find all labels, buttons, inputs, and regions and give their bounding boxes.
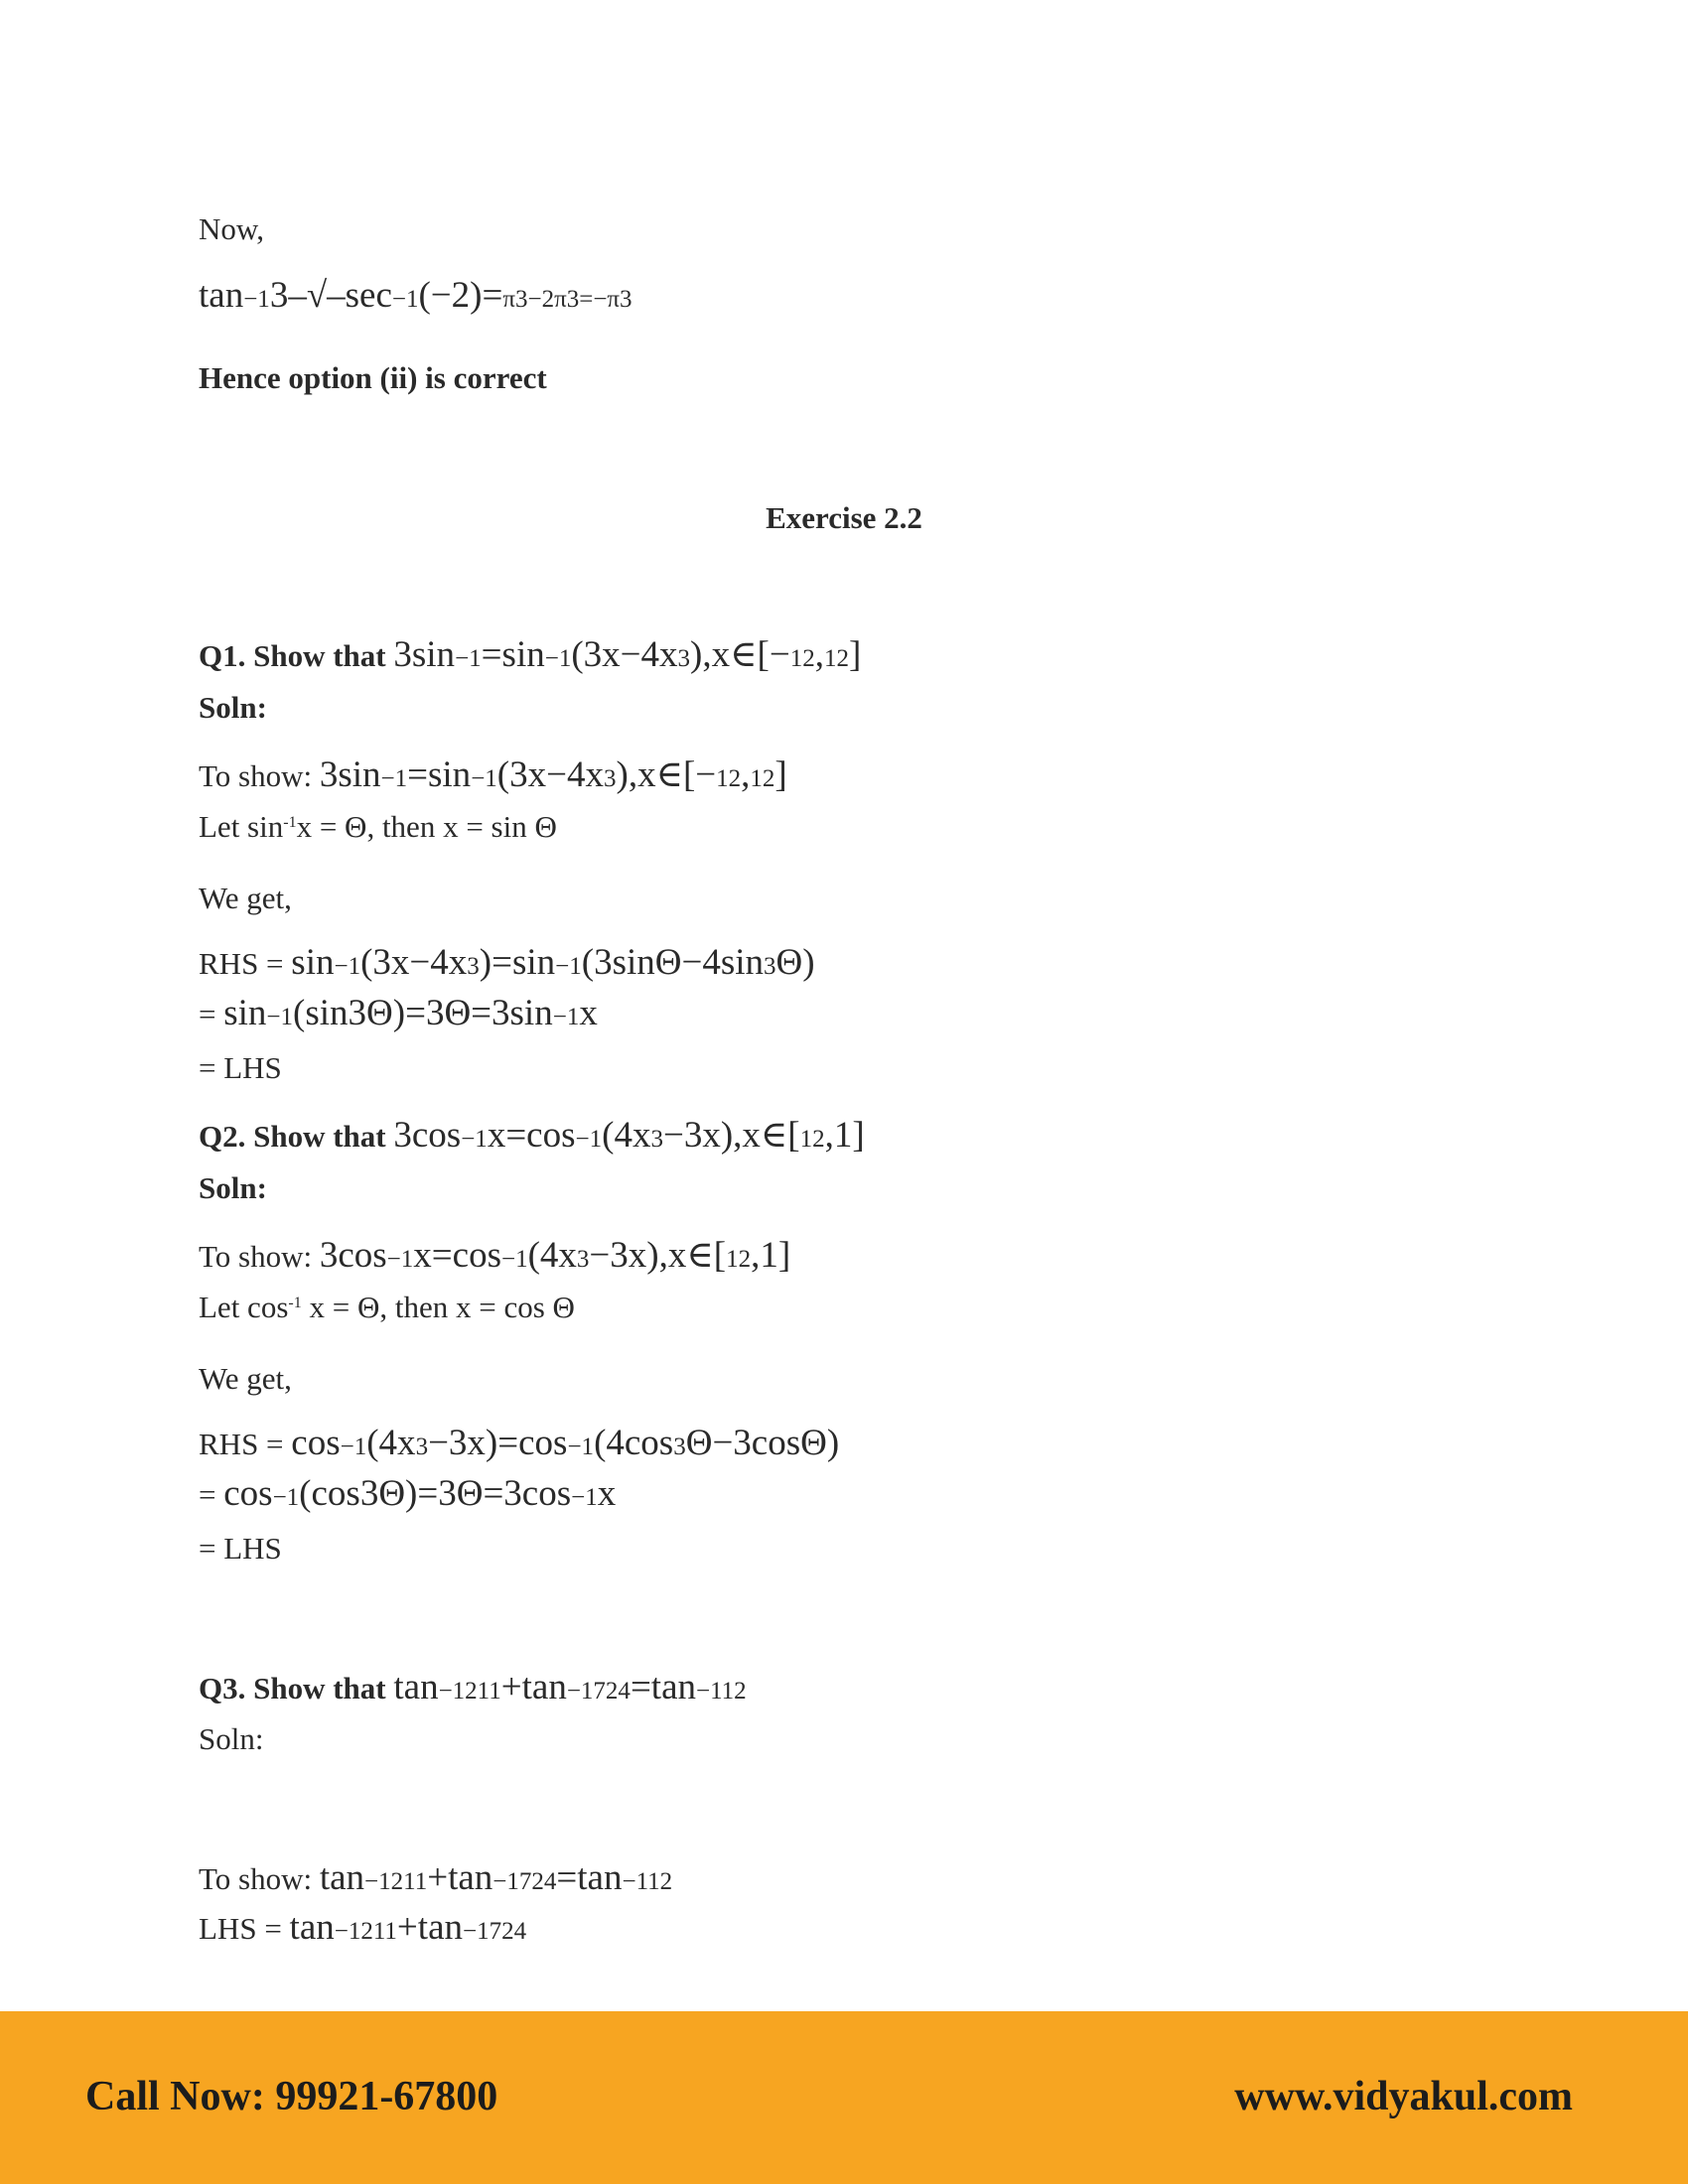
let-text: x = Θ, then x = sin Θ [296, 809, 557, 844]
superscript: -1 [288, 1295, 302, 1311]
q2-part: (4x [602, 1115, 651, 1156]
q3-part: +tan [500, 1667, 567, 1707]
q1-part: 12 [750, 765, 775, 792]
q1-part: ] [848, 634, 862, 675]
q3-part: =tan [630, 1667, 697, 1707]
q2-part: ,1] [824, 1115, 865, 1156]
q1-lhs: = LHS [199, 1050, 282, 1085]
rhs-label: RHS = [199, 946, 284, 981]
q2-part: 3cos [393, 1115, 462, 1156]
eq-part: −1 [391, 286, 419, 313]
q2-part: (4x [366, 1423, 416, 1463]
q2-let-line [199, 1289, 575, 1325]
to-show-label: To show: [199, 1861, 313, 1896]
rhs-label: RHS = [199, 1427, 284, 1461]
q1-part: 3 [467, 953, 480, 980]
q1-part: , [814, 634, 824, 675]
q1-part: 3 [677, 645, 691, 672]
lhs-label: LHS = [199, 1911, 282, 1946]
q3-part: −1211 [438, 1678, 501, 1705]
q2-part: −1 [567, 1433, 595, 1460]
q2-we-get: We get, [199, 1361, 292, 1396]
let-text: Let cos [199, 1290, 289, 1324]
q3-part: tan [289, 1907, 335, 1948]
let-text: Let sin [199, 809, 284, 844]
to-show-label: To show: [199, 1239, 313, 1274]
q2-part: −1 [575, 1126, 603, 1153]
q2-part: (4cos [594, 1423, 674, 1463]
q1-part: −1 [334, 953, 361, 980]
q2-label: Q2. Show that [199, 1119, 386, 1154]
q1-part: −1 [544, 645, 572, 672]
q2-soln-label: Soln: [199, 1170, 267, 1205]
q1-to-show [199, 753, 787, 797]
q2-part: (4x [527, 1235, 577, 1276]
eq-part: tan [199, 275, 244, 316]
q3-soln-label: Soln: [199, 1721, 264, 1756]
q1-part: 12 [823, 645, 849, 672]
q3-part: −1724 [566, 1678, 631, 1705]
q1-part: −1 [455, 645, 482, 672]
q3-to-show [199, 1856, 672, 1900]
q2-part: 3 [650, 1126, 663, 1153]
q1-part: (3x−4x [360, 942, 468, 983]
q3-lhs-line [199, 1906, 526, 1950]
q3-part: −112 [696, 1678, 747, 1705]
q1-part: sin [291, 942, 335, 983]
q1-part: −1 [555, 953, 582, 980]
q2-part: −3x),x∈[ [589, 1235, 727, 1276]
q3-part: +tan [427, 1857, 493, 1898]
equals-label: = [199, 997, 216, 1031]
q1-part: =sin [481, 634, 545, 675]
q1-soln-label: Soln: [199, 690, 267, 725]
q1-rhs-line1 [199, 941, 815, 985]
q1-rhs-line2 [199, 992, 598, 1035]
q2-part: 12 [799, 1126, 825, 1153]
q1-part: ),x∈[− [616, 754, 717, 795]
q1-part: −1 [552, 1004, 580, 1030]
q3-part: −1724 [492, 1868, 557, 1895]
q1-part: x [579, 993, 598, 1033]
q2-part: 3cos [319, 1235, 387, 1276]
q2-part: −3x),x∈[ [662, 1115, 800, 1156]
eq-part: 3–√–sec [269, 275, 392, 316]
q1-part: −1 [471, 765, 497, 792]
q2-part: Θ−3cosΘ) [685, 1423, 840, 1463]
q2-part: −3x)=cos [428, 1423, 568, 1463]
q1-part: , [741, 754, 751, 795]
q2-rhs-line1 [199, 1422, 839, 1465]
q2-part: cos [291, 1423, 341, 1463]
eq-part: π3−2π3=−π3 [502, 286, 633, 313]
website-link[interactable]: www.vidyakul.com [1234, 2074, 1573, 2119]
q1-part: =sin [407, 754, 472, 795]
question-q2 [199, 1114, 865, 1158]
q3-part: +tan [396, 1907, 463, 1948]
q2-part: −1 [340, 1433, 367, 1460]
q1-part: ] [774, 754, 787, 795]
q2-part: 3 [673, 1433, 686, 1460]
q2-part: −1 [461, 1126, 488, 1153]
q1-let-line [199, 808, 557, 845]
eq-part: −1 [243, 286, 270, 313]
q2-part: ,1] [751, 1235, 791, 1276]
q2-part: 3 [415, 1433, 429, 1460]
q3-part: tan [393, 1667, 439, 1707]
q3-part: −1211 [364, 1868, 428, 1895]
q2-lhs: = LHS [199, 1531, 282, 1566]
q2-rhs-line2 [199, 1472, 616, 1516]
q3-part: =tan [556, 1857, 623, 1898]
q1-part: sin [223, 993, 267, 1033]
equation-answer [199, 274, 633, 318]
q1-part: (3x−4x [496, 754, 604, 795]
q2-part: −1 [272, 1484, 300, 1511]
text-now: Now, [199, 211, 265, 246]
q3-part: −112 [622, 1868, 673, 1895]
q1-part: )=sin [479, 942, 556, 983]
q1-part: 3sin [319, 754, 381, 795]
q2-part: x [597, 1473, 617, 1514]
q2-part: (cos3Θ)=3Θ=3cos [299, 1473, 572, 1514]
q1-part: 3 [604, 765, 617, 792]
q1-part: 12 [716, 765, 742, 792]
q1-part: (3x−4x [571, 634, 678, 675]
q1-part: 12 [789, 645, 815, 672]
footer-banner [0, 2011, 1688, 2184]
q1-we-get: We get, [199, 881, 292, 915]
superscript: -1 [283, 814, 297, 831]
let-text: x = Θ, then x = cos Θ [301, 1290, 575, 1324]
to-show-label: To show: [199, 758, 313, 793]
q1-part: −1 [380, 765, 408, 792]
q1-part: ),x∈[− [690, 634, 790, 675]
q1-part: 3sin [393, 634, 456, 675]
q3-part: −1211 [334, 1918, 397, 1945]
q3-label: Q3. Show that [199, 1671, 386, 1706]
q2-part: x=cos [413, 1235, 501, 1276]
q1-part: −1 [266, 1004, 294, 1030]
call-now-text: Call Now: 99921-67800 [85, 2074, 498, 2119]
q1-label: Q1. Show that [199, 638, 386, 673]
q2-part: cos [223, 1473, 273, 1514]
q2-part: −1 [500, 1246, 528, 1273]
q2-part: 12 [726, 1246, 752, 1273]
q1-part: (3sinΘ−4sin [581, 942, 765, 983]
question-q1 [199, 633, 861, 677]
q2-part: 3 [576, 1246, 590, 1273]
q1-part: Θ) [775, 942, 815, 983]
q1-part: (sin3Θ)=3Θ=3sin [293, 993, 553, 1033]
section-heading: Exercise 2.2 [766, 500, 922, 535]
q3-part: tan [319, 1857, 365, 1898]
q3-part: −1724 [463, 1918, 527, 1945]
q2-part: x=cos [487, 1115, 576, 1156]
eq-part: (−2)= [418, 275, 503, 316]
q2-to-show [199, 1234, 790, 1278]
conclusion-text: Hence option (ii) is correct [199, 360, 547, 395]
question-q3 [199, 1666, 747, 1709]
equals-label: = [199, 1477, 216, 1512]
q1-part: 3 [764, 953, 776, 980]
q2-part: −1 [386, 1246, 414, 1273]
q2-part: −1 [571, 1484, 598, 1511]
